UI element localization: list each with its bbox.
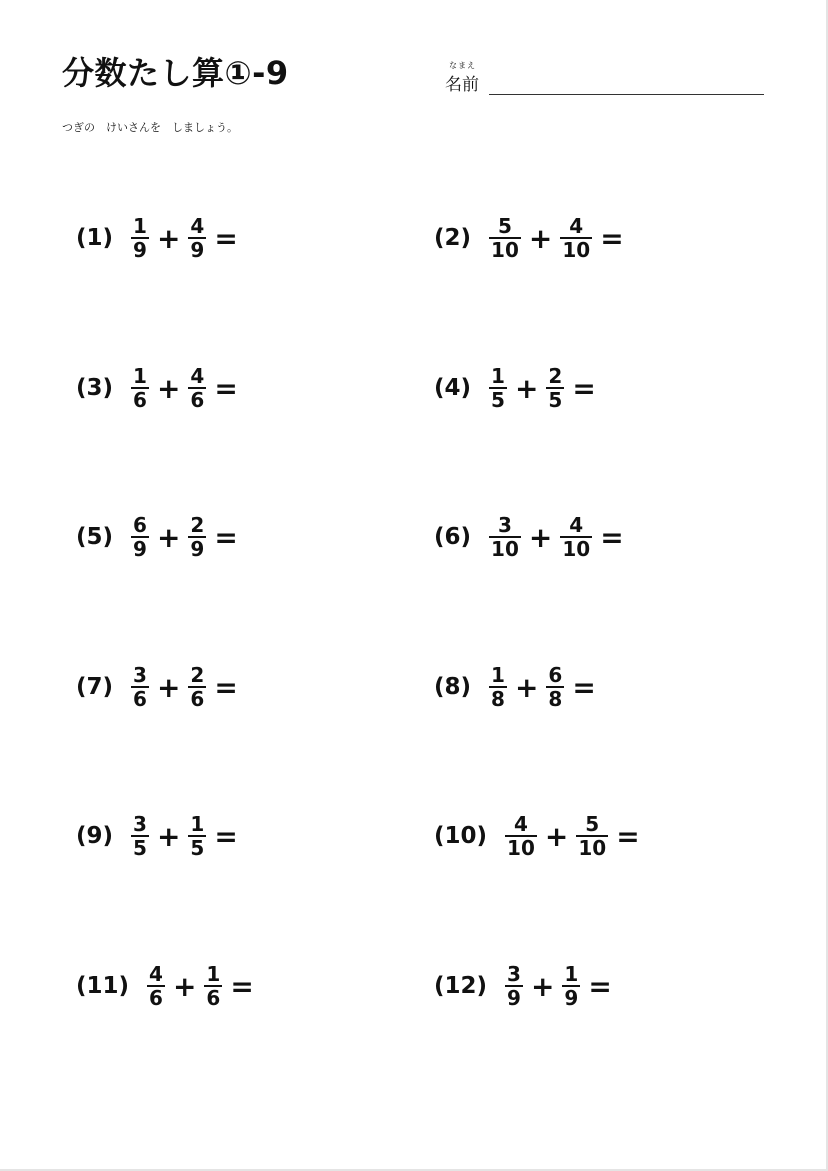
equals-sign: = [588,969,612,1003]
fraction-b [188,813,206,859]
plus-sign: + [528,221,553,255]
problem-5 [76,507,238,567]
plus-sign: + [530,969,555,1003]
numerator: 1 [133,364,147,388]
equals-sign: = [600,520,624,554]
fraction-b [188,215,206,261]
equals-sign: = [214,221,238,255]
problem-number: (8) [434,674,472,700]
numerator: 3 [497,513,512,537]
denominator: 6 [206,986,221,1010]
numerator: 1 [190,812,205,836]
numerator: 3 [507,962,521,986]
denominator: 9 [133,238,147,262]
problem-number: (9) [76,823,114,849]
problem-11 [76,956,254,1016]
problem-number: (1) [76,225,114,251]
denominator: 8 [548,687,563,711]
plus-sign: + [514,371,539,405]
numerator: 4 [569,214,584,238]
numerator: 4 [149,962,163,986]
fraction-b [576,813,608,859]
plus-sign: + [544,819,569,853]
problem-number: (4) [434,375,472,401]
problem-number: (5) [76,524,114,550]
equals-sign: = [214,819,238,853]
problem-9 [76,806,238,866]
problem-8 [434,657,596,717]
problem-number: (3) [76,375,114,401]
equals-sign: = [572,371,596,405]
problem-2 [434,208,624,268]
denominator: 6 [190,388,205,412]
equals-sign: = [214,371,238,405]
denominator: 10 [491,537,519,561]
numerator: 2 [548,364,563,388]
denominator: 9 [190,238,205,262]
problem-number: (2) [434,225,472,251]
fraction-b [562,963,580,1009]
fraction-b [560,514,592,560]
denominator: 10 [578,836,607,860]
numerator: 5 [497,214,512,238]
fraction-a [489,514,521,560]
denominator: 10 [562,238,591,262]
equals-sign: = [572,670,596,704]
numerator: 6 [133,513,147,537]
problem-1 [76,208,238,268]
fraction-b [188,664,206,710]
plus-sign: + [172,969,197,1003]
instruction-text: つぎの けいさんを しましょう。 [62,121,238,134]
numerator: 1 [491,663,505,687]
problem-4 [434,358,596,418]
numerator: 4 [190,214,205,238]
numerator: 1 [491,364,505,388]
plus-sign: + [156,670,181,704]
fraction-b [188,365,206,411]
fraction-a [131,215,149,261]
numerator: 1 [206,962,221,986]
plus-sign: + [528,520,553,554]
denominator: 6 [133,687,147,711]
denominator: 5 [133,836,147,860]
denominator: 9 [133,537,147,561]
denominator: 5 [548,388,563,412]
numerator: 1 [133,214,147,238]
denominator: 5 [190,836,205,860]
numerator: 5 [585,812,600,836]
denominator: 10 [507,836,535,860]
problem-10 [434,806,640,866]
numerator: 4 [513,812,528,836]
fraction-a [131,813,149,859]
denominator: 6 [149,986,163,1010]
fraction-b [188,514,206,560]
fraction-a [147,963,165,1009]
problem-number: (6) [434,524,472,550]
fraction-a [131,664,149,710]
plus-sign: + [156,221,181,255]
problem-12 [434,956,612,1016]
denominator: 6 [190,687,205,711]
denominator: 6 [133,388,147,412]
numerator: 4 [569,513,584,537]
problem-3 [76,358,238,418]
fraction-b [204,963,222,1009]
denominator: 5 [491,388,505,412]
plus-sign: + [156,520,181,554]
problem-number: (10) [434,823,488,849]
problem-number: (7) [76,674,114,700]
fraction-b [546,664,564,710]
plus-sign: + [514,670,539,704]
denominator: 10 [562,537,591,561]
fraction-a [505,963,523,1009]
numerator: 3 [133,812,147,836]
fraction-b [546,365,564,411]
denominator: 9 [507,986,521,1010]
numerator: 2 [190,663,205,687]
fraction-a [131,514,149,560]
problem-number: (12) [434,973,488,999]
problem-6 [434,507,624,567]
denominator: 9 [564,986,579,1010]
name-field [445,58,765,98]
equals-sign: = [616,819,640,853]
plus-sign: + [156,371,181,405]
denominator: 10 [491,238,519,262]
name-label: 名前 [445,75,479,95]
problem-number: (11) [76,973,130,999]
fraction-a [489,215,521,261]
problem-7 [76,657,238,717]
fraction-a [489,365,507,411]
equals-sign: = [600,221,624,255]
fraction-a [489,664,507,710]
numerator: 4 [190,364,205,388]
denominator: 8 [491,687,505,711]
equals-sign: = [214,670,238,704]
equals-sign: = [230,969,254,1003]
plus-sign: + [156,819,181,853]
numerator: 6 [548,663,563,687]
equals-sign: = [214,520,238,554]
numerator: 3 [133,663,147,687]
numerator: 1 [564,962,579,986]
name-write-line[interactable] [489,94,764,95]
worksheet-title: 分数たし算①-9 [62,54,289,92]
fraction-b [560,215,592,261]
fraction-a [131,365,149,411]
name-ruby: なまえ [449,61,476,70]
denominator: 9 [190,537,205,561]
fraction-a [505,813,537,859]
numerator: 2 [190,513,205,537]
